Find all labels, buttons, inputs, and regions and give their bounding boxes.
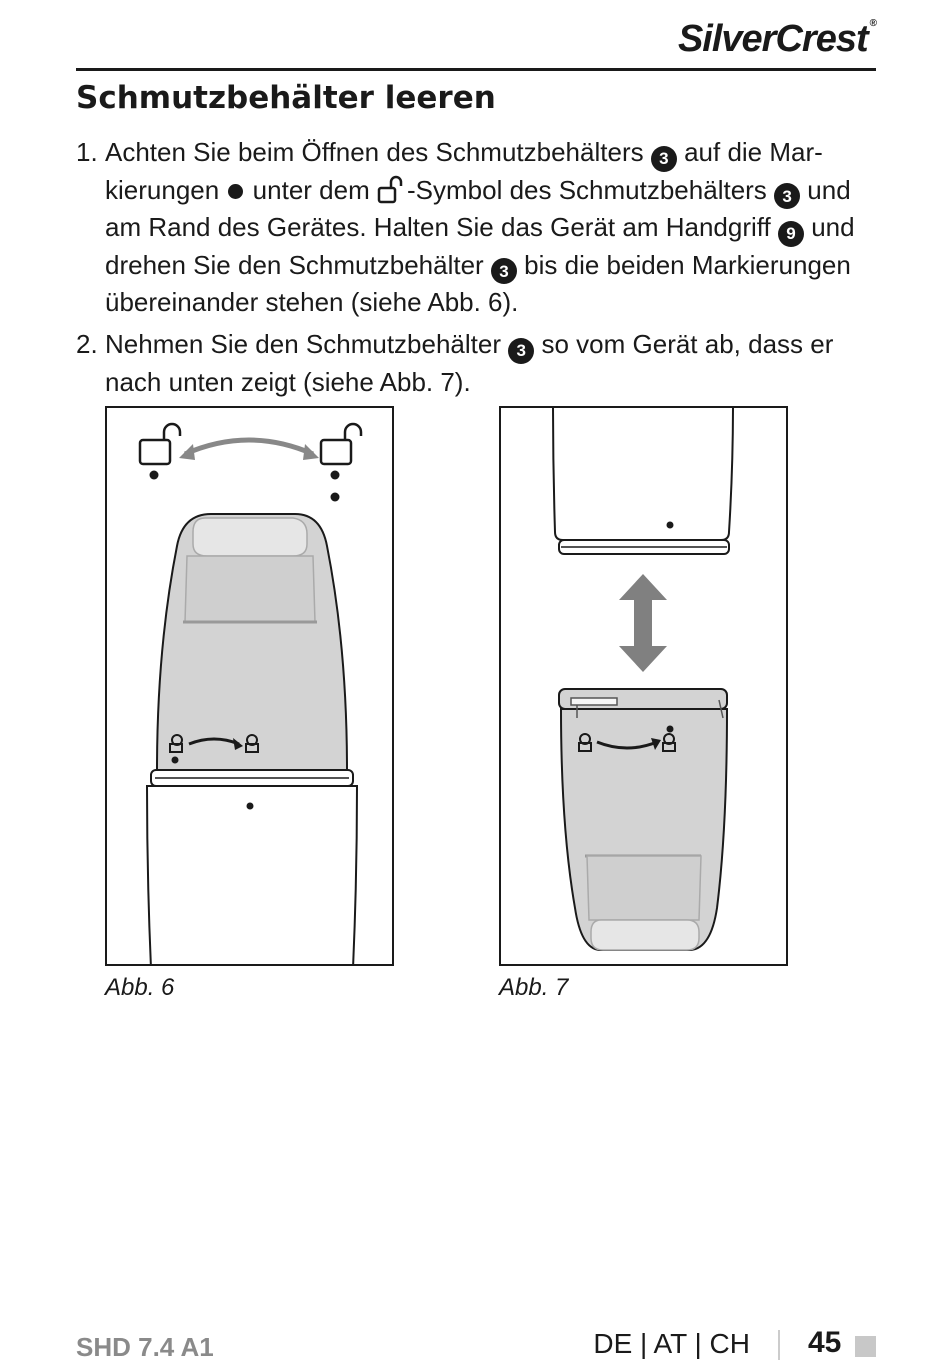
figure-7-illustration	[501, 408, 786, 964]
figure-6	[105, 406, 394, 966]
part-ref-badge: 3	[491, 258, 517, 284]
figure-7-caption: Abb. 7	[499, 974, 569, 1001]
step-text: kierungen	[105, 174, 220, 205]
marker-dot-icon	[667, 522, 674, 529]
figure-6-caption: Abb. 6	[105, 974, 175, 1001]
rotate-arrow-icon	[185, 440, 313, 454]
vertical-double-arrow-icon	[619, 574, 667, 672]
device-body-illustration	[553, 408, 733, 554]
step-text: drehen Sie den Schmutzbehälter	[105, 249, 484, 280]
step-text: so vom Gerät ab, dass er	[541, 329, 834, 359]
language-codes: DE | AT | CH	[593, 1328, 750, 1359]
step-number: 1.	[76, 137, 98, 167]
marker-dot-icon	[331, 493, 340, 502]
dust-container-illustration	[151, 514, 353, 786]
registered-mark: ®	[869, 18, 876, 29]
marker-dot-icon	[247, 803, 254, 810]
lock-open-icon	[321, 424, 361, 464]
page-marker-square	[855, 1336, 876, 1357]
step-text: am Rand des Gerätes. Halten Sie das Gerät am Handgriff	[105, 212, 771, 242]
figure-7	[499, 406, 788, 966]
step-text: und	[811, 212, 855, 242]
step-text: unter dem	[252, 174, 370, 205]
part-ref-badge: 3	[774, 183, 800, 209]
marker-dot-icon	[667, 726, 674, 733]
dust-container-illustration	[559, 689, 727, 950]
step-text: und	[807, 174, 851, 205]
marker-dot-icon	[331, 471, 340, 480]
instruction-list	[76, 134, 876, 406]
step-text: nach unten zeigt (siehe Abb. 7).	[105, 366, 471, 397]
lock-open-icon	[377, 175, 407, 205]
figure-6-illustration	[107, 408, 392, 964]
header-rule	[76, 68, 876, 71]
part-ref-badge: 3	[651, 146, 677, 172]
step-text: übereinander stehen (siehe Abb. 6).	[105, 287, 519, 317]
instruction-step-2	[76, 326, 876, 401]
footer-divider	[778, 1330, 780, 1360]
step-number: 2.	[76, 329, 98, 359]
step-text: bis die beiden Markierungen	[524, 249, 851, 280]
model-number: SHD 7.4 A1	[76, 1332, 214, 1362]
part-ref-badge: 9	[778, 221, 804, 247]
lock-open-icon	[140, 424, 180, 464]
step-text: auf die Mar-	[684, 137, 823, 167]
part-ref-badge: 3	[508, 338, 534, 364]
section-heading: Schmutzbehälter leeren	[76, 80, 496, 116]
brand-name: SilverCrest	[677, 18, 868, 60]
marker-dot-icon	[150, 471, 159, 480]
instruction-step-1	[76, 134, 876, 321]
brand-logo	[678, 18, 876, 61]
device-body-illustration	[147, 786, 357, 964]
marker-dot-icon	[228, 184, 243, 199]
marker-dot-icon	[172, 757, 179, 764]
step-text: -Symbol des Schmutzbehälters	[406, 174, 767, 205]
page-number: 45	[808, 1326, 842, 1359]
step-text: Nehmen Sie den Schmutzbehälter	[105, 329, 502, 359]
step-text: Achten Sie beim Öffnen des Schmutzbehälters	[105, 137, 644, 167]
